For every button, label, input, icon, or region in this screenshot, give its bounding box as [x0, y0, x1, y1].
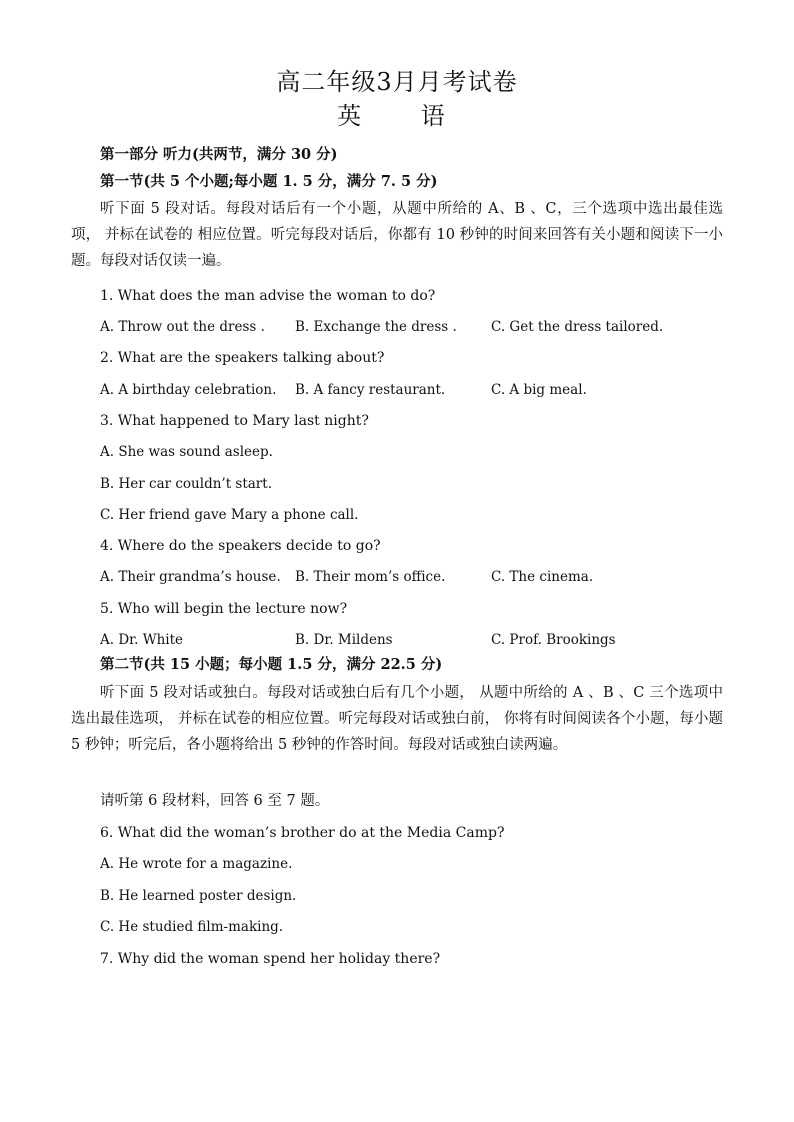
material-6-instruction: 请听第 6 段材料，回答 6 至 7 题。 — [100, 793, 330, 809]
q1-option-c: C. Get the dress tailored. — [491, 319, 664, 335]
q6-option-b: B. He learned poster design. — [100, 888, 297, 904]
q6-option-c: C. He studied film-making. — [100, 919, 284, 935]
question-7: 7. Why did the woman spend her holiday there? — [100, 951, 441, 967]
section2-instructions: 听下面 5 段对话或独白。每段对话或独白后有几个小题， 从题中所给的 A 、B 、C 三个选项中选出最佳选项， 并标在试卷的相应位置。听完每段对话或独白前， 你将有时间阅读各个小题，每小题 5 秒钟；听完后，各小题将给出 5 秒钟的作答时间。每段对话或独白读两遍。 — [71, 685, 723, 753]
part1-heading: 第一部分 听力(共两节，满分 30 分) — [100, 146, 338, 163]
q4-option-a: A. Their grandma’s house. — [100, 569, 281, 585]
exam-title: 高二年级3月月考试卷 — [276, 68, 518, 96]
q2-option-a: A. A birthday celebration. — [100, 382, 277, 398]
section1-instructions: 听下面 5 段对话。每段对话后有一个小题，从题中所给的 A、B 、C，三个选项中选出最佳选项， 并标在试卷的 相应位置。听完每段对话后，你都有 10 秒钟的时间来回答有关小题和阅读下一小题。每段对话仅读一遍。 — [71, 201, 723, 269]
q6-option-a: A. He wrote for a magazine. — [100, 856, 293, 872]
section1-heading: 第一节(共 5 个小题;每小题 1. 5 分，满分 7. 5 分) — [100, 173, 438, 190]
question-4: 4. Where do the speakers decide to go? — [100, 538, 381, 554]
section2-heading: 第二节(共 15 小题；每小题 1.5 分，满分 22.5 分) — [100, 656, 443, 673]
q4-option-b: B. Their mom’s office. — [295, 569, 446, 585]
q5-option-a: A. Dr. White — [100, 632, 184, 648]
q1-option-a: A. Throw out the dress . — [100, 319, 265, 335]
question-5: 5. Who will begin the lecture now? — [100, 601, 348, 617]
q3-option-b: B. Her car couldn’t start. — [100, 476, 272, 492]
question-6: 6. What did the woman’s brother do at the Media Camp? — [100, 825, 505, 841]
question-2: 2. What are the speakers talking about? — [100, 350, 385, 366]
q1-option-b: B. Exchange the dress . — [295, 319, 457, 335]
q5-option-b: B. Dr. Mildens — [295, 632, 393, 648]
question-3: 3. What happened to Mary last night? — [100, 413, 369, 429]
question-1: 1. What does the man advise the woman to do? — [100, 288, 436, 304]
q5-option-c: C. Prof. Brookings — [491, 632, 616, 648]
q4-option-c: C. The cinema. — [491, 569, 594, 585]
q2-option-b: B. A fancy restaurant. — [295, 382, 446, 398]
q2-option-c: C. A big meal. — [491, 382, 587, 398]
q3-option-a: A. She was sound asleep. — [100, 444, 273, 460]
q3-option-c: C. Her friend gave Mary a phone call. — [100, 507, 359, 523]
exam-subject: 英 语 — [337, 102, 471, 130]
